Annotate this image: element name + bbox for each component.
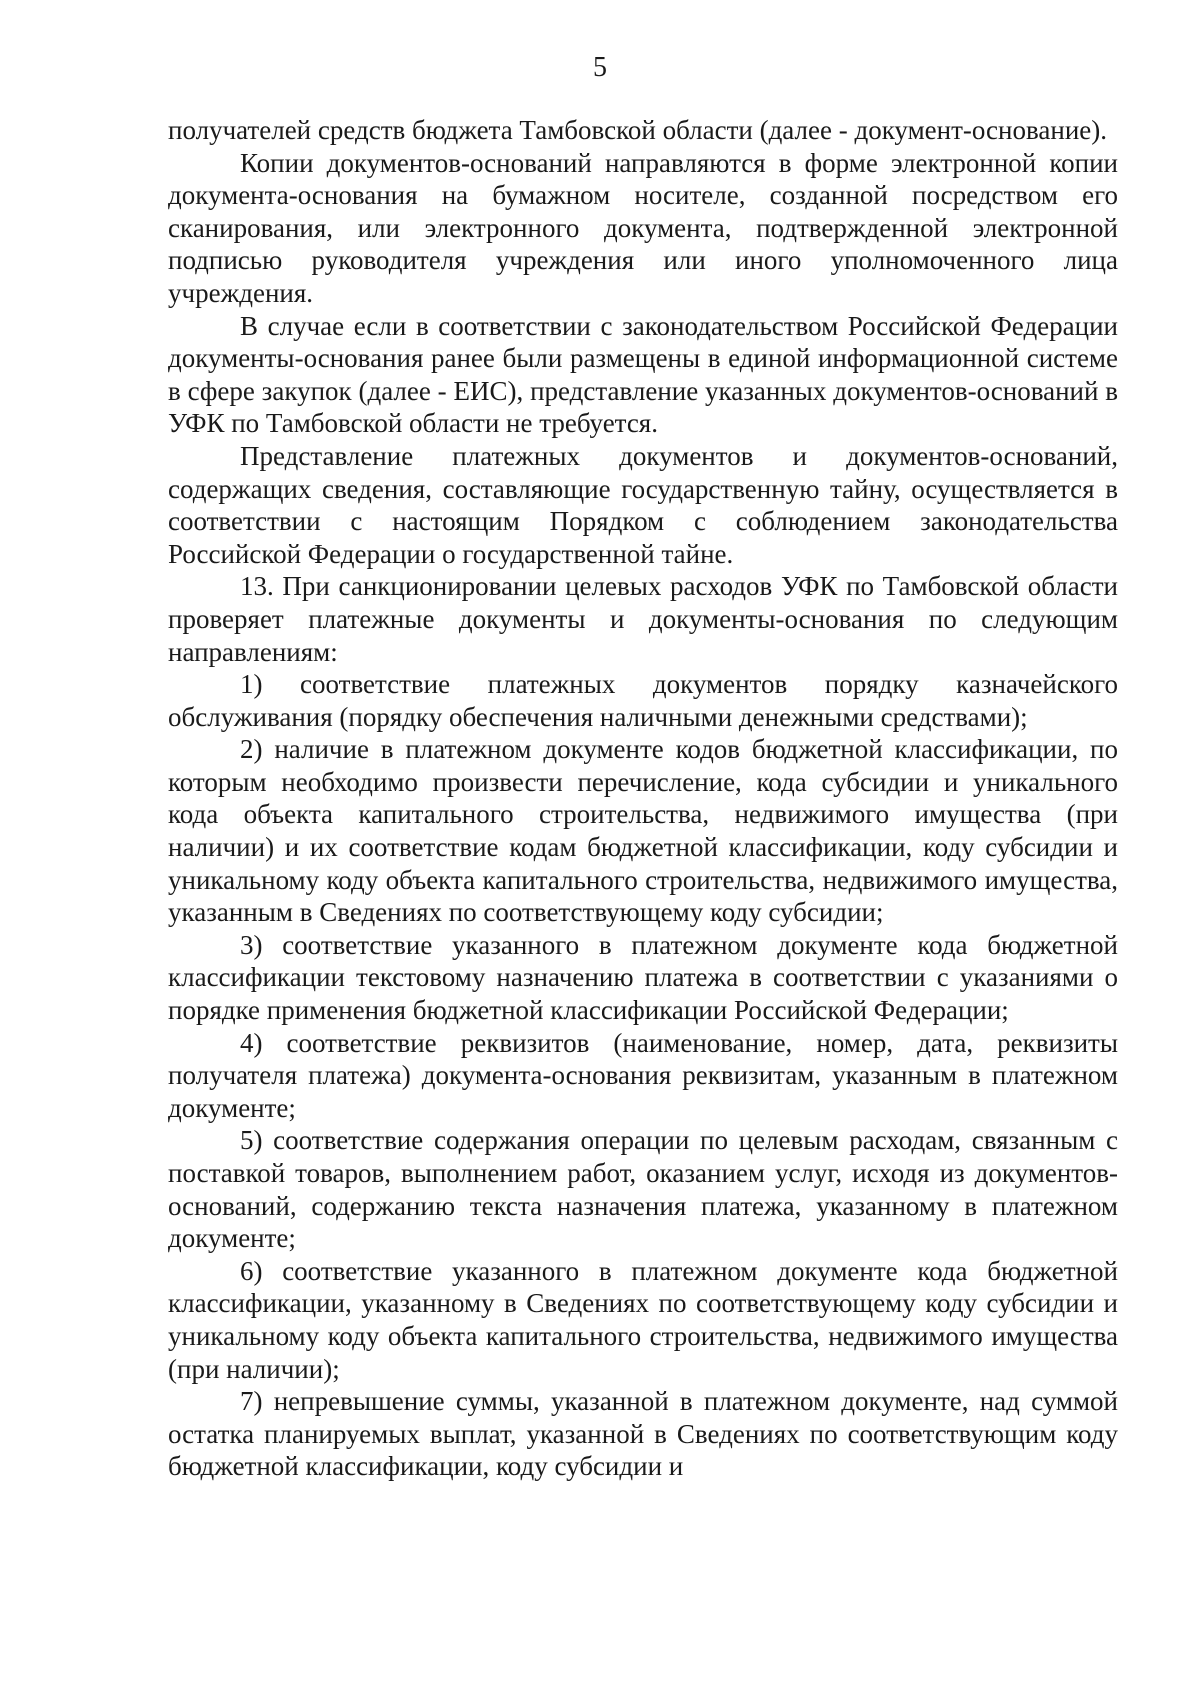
list-item: 2) наличие в платежном документе кодов бюджетной классификации, по которым необходимо произвести перечисление, кода субсидии и уникального кода объекта капитального строительства, недвижимого имущества (при наличии) и их соответствие кодам бюджетной классификации, коду субсидии и уникальному коду объекта капитального строительства, недвижимого имущества, указанным в Сведениях по соответствующему коду субсидии; bbox=[168, 734, 1118, 928]
list-item: 5) соответствие содержания операции по целевым расходам, связанным с поставкой товаров, выполнением работ, оказанием услуг, исходя из документов-оснований, содержанию текста назначения платежа, указанному в платежном документе; bbox=[168, 1125, 1118, 1254]
list-item: 7) непревышение суммы, указанной в платежном документе, над суммой остатка планируемых выплат, указанной в Сведениях по соответствующим коду бюджетной классификации, коду субсидии и bbox=[168, 1386, 1118, 1482]
paragraph: получателей средств бюджета Тамбовской области (далее - документ-основание). bbox=[168, 115, 1107, 145]
document-body bbox=[168, 114, 1118, 1483]
list-item: 1) соответствие платежных документов порядку казначейского обслуживания (порядку обеспечения наличными денежными средствами); bbox=[168, 669, 1118, 732]
page-number: 5 bbox=[593, 52, 607, 83]
paragraph: Представление платежных документов и документов-оснований, содержащих сведения, составляющие государственную тайну, осуществляется в соответствии с настоящим Порядком с соблюдением законодательства Российской Федерации о государственной тайне. bbox=[168, 440, 1118, 569]
paragraph: Копии документов-оснований направляются в форме электронной копии документа-основания на бумажном носителе, созданной посредством его сканирования, или электронного документа, подтвержденной электронной подписью руководителя учреждения или иного уполномоченного лица учреждения. bbox=[168, 147, 1118, 308]
paragraph: В случае если в соответствии с законодательством Российской Федерации документы-основания ранее были размещены в единой информационной системе в сфере закупок (далее - ЕИС), представление указанных документов-оснований в УФК по Тамбовской области не требуется. bbox=[168, 310, 1118, 439]
list-item: 6) соответствие указанного в платежном документе кода бюджетной классификации, указанному в Сведениях по соответствующему коду субсидии и уникальному коду объекта капитального строительства, недвижимого имущества (при наличии); bbox=[168, 1255, 1118, 1384]
list-item: 3) соответствие указанного в платежном документе кода бюджетной классификации текстовому назначению платежа в соответствии с указаниями о порядке применения бюджетной классификации Российской Федерации; bbox=[168, 929, 1118, 1026]
paragraph: 13. При санкционировании целевых расходов УФК по Тамбовской области проверяет платежные документы и документы-основания по следующим направлениям: bbox=[168, 571, 1118, 667]
list-item: 4) соответствие реквизитов (наименование, номер, дата, реквизиты получателя платежа) документа-основания реквизитам, указанным в платежном документе; bbox=[168, 1027, 1118, 1123]
